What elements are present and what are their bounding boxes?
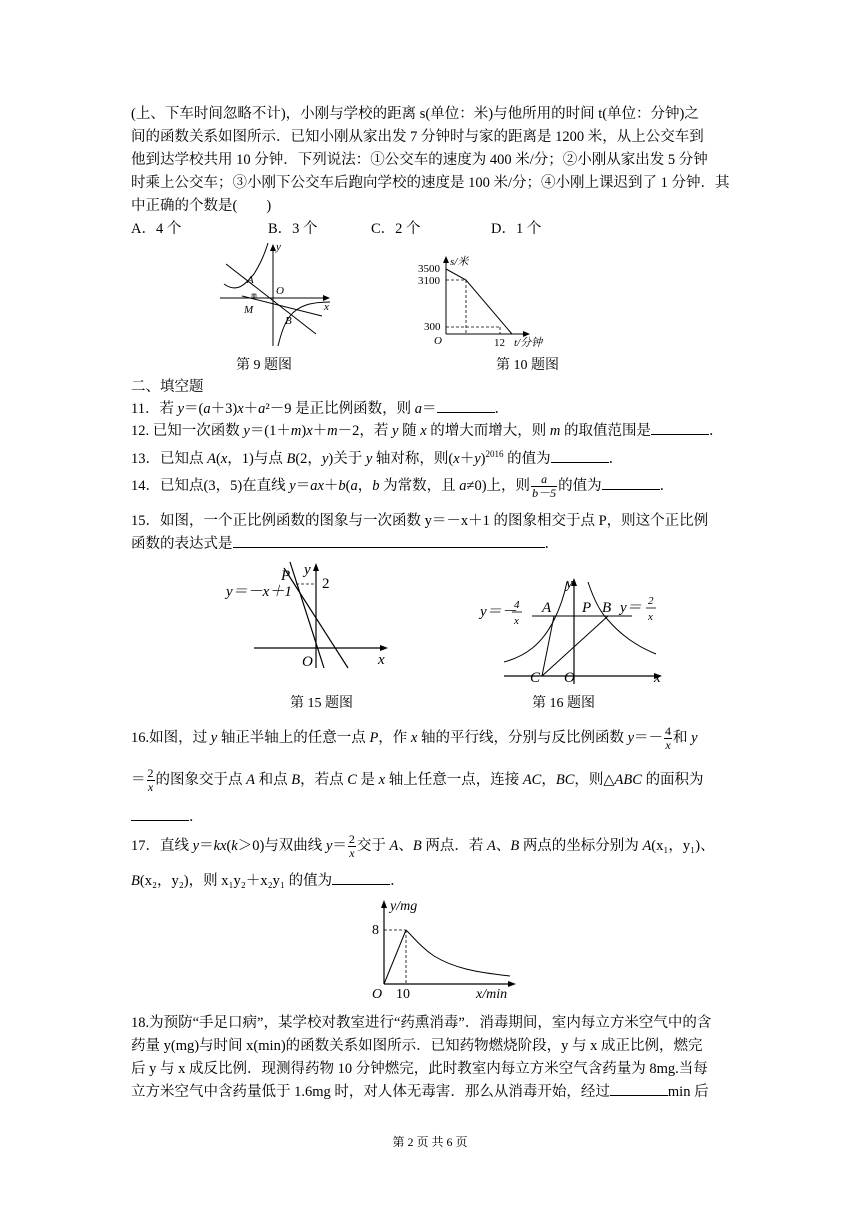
q13 [131,443,731,470]
q14-text: ( [345,478,351,494]
q13-var: x [220,450,228,467]
q11-answer-blank[interactable] [437,398,495,413]
fig10-caption: 第 10 题图 [496,358,559,373]
fig10-3500: 3500 [418,263,440,275]
q15-text: ． [544,536,559,552]
fig18-y-label: y/mg [390,899,418,914]
q10-line-4: 时乘上公交车；③小刚下公交车后跑向学校的速度是 100 米/分；④小刚上课迟到了 1 分钟．其 [131,175,730,191]
q16-var: y [210,730,218,746]
q17-var: y [192,838,200,854]
fig15-y-label: y [304,562,311,578]
q14-var: y [289,478,296,494]
q12-var: x [306,423,313,439]
q16-denominator: x [147,780,154,795]
q16-text: 轴上任意一点，连接 [385,772,523,788]
fig16-right-den: x [648,611,653,623]
fig16-eq-right: y＝ [620,600,642,616]
fig9-caption: 第 9 题图 [236,358,292,373]
figure-15 [222,560,392,672]
page-footer: 第 2 页 共 6 页 [392,1135,468,1149]
q17-text: 、 [398,838,413,854]
fig15-2-label: 2 [322,576,330,592]
q13-text: ． [608,450,624,467]
q17-denominator: x [349,846,355,861]
q13-text: ( [215,450,221,467]
q12-text: 的取值范围是 [560,423,652,439]
q16-var: B [291,772,301,788]
q13-var: B [286,450,296,467]
q14-var: b [372,478,380,494]
fig10-300: 300 [424,321,441,333]
q11-text: ＝ [422,401,437,417]
fig9-a-label: A [247,274,254,286]
q17-var: kx [213,838,227,854]
q13-var: A [207,450,216,467]
q14-var: a [350,478,358,494]
q17-text: ( [226,838,232,854]
q17-numerator: 2 [348,832,355,847]
q12-text: 12. 已知一次函数 [131,423,244,439]
q13-exponent: 2016 [485,449,504,459]
option-a: A．4 个 [131,221,182,237]
q17-var: k [231,838,238,854]
fig9-x-label: x [324,301,329,313]
fig16-a-label: A [542,600,552,616]
q18-text: min 后 [667,1084,709,1100]
q17-answer-blank[interactable] [332,870,390,885]
q13-text: (2， [295,450,322,467]
fig9-b-label: B [285,315,292,327]
q13-var: y [365,450,373,467]
q14-text: ＝ [295,478,311,494]
q17-text: ＝ [332,838,347,854]
q12-text: ) [301,423,307,439]
q17-text: (x₂，y₂)，则 x₁y₂＋x₂y₁ 的值为 [139,873,333,889]
q11-var: a [414,401,423,417]
q16-var: AC [522,772,542,788]
q14-var: a [459,478,467,494]
option-c: C．2 个 [371,221,421,237]
q13-text: 13．已知点 [131,450,208,467]
q16-answer-blank[interactable] [131,806,189,821]
q16-text: 的面积为 [641,772,704,788]
fig16-y-label: y [566,576,573,592]
q17-text: ． [390,873,405,889]
q14-text: 14．已知点(3，5)在直线 [131,478,290,494]
q15-line-1: 15．如图，一个正比例函数的图象与一次函数 y＝－x＋1 的图象相交于点 P，则这个正比例 [131,513,709,529]
q13-var: y [474,450,481,467]
fig10-t-label: t/分钟 [514,337,543,349]
fig16-eq-left: y＝－ [480,604,517,620]
fig9-m-label: M [244,304,254,316]
fig18-10-label: 10 [396,987,410,1002]
q16-text: 轴正半轴上的任意一点 [217,730,370,746]
fig18-x-label: x/min [476,987,508,1002]
q16-text: ，则△ [574,772,615,788]
fig15-p-label: P [281,568,291,584]
q16-var: P [369,730,379,746]
q11 [131,398,731,420]
q14-text: 的值为 [558,478,602,494]
q17-text: 两点的坐标分别为 [519,838,643,854]
fig9-y-label: y [276,241,281,253]
fig15-x-label: x [378,652,385,668]
q18-line-1: 18.为预防“手足口病”，某学校对教室进行“药熏消毒”．消毒期间，室内每立方米空气中的含 [131,1015,712,1031]
q16-fraction-2 [147,767,155,794]
q14-text: ≠0)上，则 [466,478,531,494]
figure-16 [476,572,666,686]
q14-text: 为常数，且 [379,478,460,494]
q12-text: ＝(1＋ [249,423,291,439]
q13-text: ) [480,450,486,467]
q12-text: 随 [398,423,421,439]
q16-var: C [347,772,357,788]
q11-text: ＋3) [210,401,238,417]
fig16-p-label: P [582,600,592,616]
q17-text: 、 [495,838,511,854]
q16-text: ，作 [378,730,411,746]
q16-text: 和 [673,730,692,746]
q18-line-4 [131,1081,731,1103]
q15-line-2 [131,533,731,555]
q17-var: y [325,838,333,854]
q16-var: ABC [614,772,642,788]
q13-text: 轴对称，则( [372,450,454,467]
figure-9 [218,238,336,350]
q16-text: 的图象交于点 [155,772,247,788]
fig16-left-num: 4 [514,599,520,611]
fig10-3100: 3100 [418,275,440,287]
fig15-o-label: O [302,654,313,670]
q16-text: 16.如图，过 [131,730,211,746]
q16-text: 是 [356,772,379,788]
q16-var: y [627,730,635,746]
q16-var: x [378,772,386,788]
q12 [131,420,731,442]
q12-var: m [549,423,561,439]
fig9-o-label: O [276,285,284,297]
q11-text: ²－9 是正比例函数，则 [265,401,415,417]
q16-line-2 [131,764,731,796]
q11-text: ． [494,401,510,417]
q16-denominator: x [665,738,671,753]
q15-text: 函数的表达式是 [131,536,233,552]
fig10-12: 12 [494,337,505,349]
q11-text: ＋ [243,401,259,417]
q12-text: 的增大而增大，则 [426,423,550,439]
q16-var: x [410,730,418,746]
q17-var: A [486,838,496,854]
fig16-o-label: O [564,670,575,686]
q13-text: )关于 [328,450,366,467]
q16-var: y [691,730,698,746]
fig16-left-den: x [514,615,519,627]
figure-18 [370,896,520,1006]
fig18-o-label: O [372,987,383,1002]
fig18-8-label: 8 [372,923,379,938]
fig16-caption: 第 16 题图 [532,696,595,711]
q16-numerator: 4 [665,724,672,739]
fig15-caption: 第 15 题图 [290,696,353,711]
q17-var: A [389,838,399,854]
q11-var: x [237,401,244,417]
q13-answer-blank[interactable] [551,448,609,463]
q12-answer-blank[interactable] [651,420,709,435]
q17-var: A [642,838,652,854]
q18-line-3: 后 y 与 x 成反比例．现测得药物 10 分钟燃完，此时教室内每立方米空气含药量为 8mg.当每 [131,1061,708,1077]
fig10-o-label: O [434,335,442,347]
q14-text: ， [357,478,373,494]
q16-text: ，若点 [300,772,348,788]
q16-text: ＝－ [634,730,664,746]
q17-var: B [412,838,422,854]
fig15-eq-label: y＝－x＋1 [226,584,292,600]
q14-var: ax [310,478,324,494]
q14 [131,470,731,502]
q14-text: ＋ [323,478,339,494]
q13-var: x [453,450,460,467]
q16-numerator: 2 [147,766,154,781]
q17-text: (x₁，y₁)、 [651,838,715,854]
q16-var: BC [555,772,575,788]
q18-line-2: 药量 y(mg)与时间 x(min)的函数关系如图所示．已知药物燃烧阶段，y 与 x 成正比例，燃完 [131,1038,703,1054]
q16-line-3 [131,806,731,828]
q14-text: ． [659,478,675,494]
q16-text: ， [541,772,556,788]
q16-fraction-1 [664,725,672,752]
q10-line-2: 间的函数关系如图所示．已知小刚从家出发 7 分钟时与家的距离是 1200 米，从上公交车到 [131,129,704,145]
q16-line-1 [131,722,731,754]
q16-text: 轴的平行线，分别与反比例函数 [417,730,628,746]
q14-var: b [338,478,346,494]
q10-line-5: 中正确的个数是( ) [131,198,272,214]
q14-numerator: a [531,473,557,487]
q17-text: ＝ [199,838,214,854]
q12-text: ＋ [312,423,328,439]
fig16-right-num: 2 [648,595,654,607]
q13-var: y [321,450,329,467]
q12-var: y [243,423,250,439]
q11-var: y [177,401,185,417]
q18-text: 立方米空气中含药量低于 1.6mg 时，对人体无毒害．那么从消毒开始，经过 [131,1084,610,1100]
fig10-s-label: s/米 [450,256,469,268]
q17-fraction [348,833,356,860]
option-b: B．3 个 [268,221,318,237]
q15-answer-blank[interactable] [233,533,545,548]
q13-text: ，1)与点 [227,450,287,467]
q14-answer-blank[interactable] [602,475,660,490]
q13-text: ＋ [459,450,475,467]
q17-text: ＞0)与双曲线 [237,838,326,854]
section-title: 二、填空题 [131,379,204,395]
q17-text: 两点．若 [421,838,487,854]
q12-text: ． [709,423,724,439]
q17-text: 17．直线 [131,838,193,854]
q17-var: B [510,838,520,854]
q16-var: A [246,772,255,788]
figure-10 [418,252,618,350]
q17-text: 交于 [356,838,390,854]
q16-text: ． [189,809,204,825]
q13-text: 的值为 [503,450,551,467]
q16-text: 和点 [254,772,292,788]
fig16-x-label: x [654,670,661,686]
q12-text: －2，若 [337,423,393,439]
q10-line-1: (上、下车时间忽略不计)，小刚与学校的距离 s(单位：米)与他所用的时间 t(单位：分钟)之 [131,106,699,122]
q12-var: y [392,423,399,439]
q14-fraction [531,473,557,500]
q18-answer-blank[interactable] [610,1081,668,1096]
q11-text: 11．若 [131,401,178,417]
q17-var: B [131,873,140,889]
q17-line-2 [131,870,731,892]
q12-var: m [327,423,338,439]
q11-var: a [258,401,266,417]
q11-var: a [203,401,211,417]
q12-var: x [420,423,427,439]
q12-var: m [290,423,302,439]
q10-line-3: 他到达学校共用 10 分钟．下列说法：①公交车的速度为 400 米/分；②小刚从家出发 5 分钟 [131,152,708,168]
fig16-b-label: B [602,600,612,616]
q16-text: ＝ [131,772,146,788]
q11-text: ＝( [184,401,204,417]
option-d: D．1 个 [491,221,542,237]
q17-line-1 [131,830,731,862]
q14-denominator: b－5 [532,486,557,501]
fig16-c-label: C [530,670,541,686]
